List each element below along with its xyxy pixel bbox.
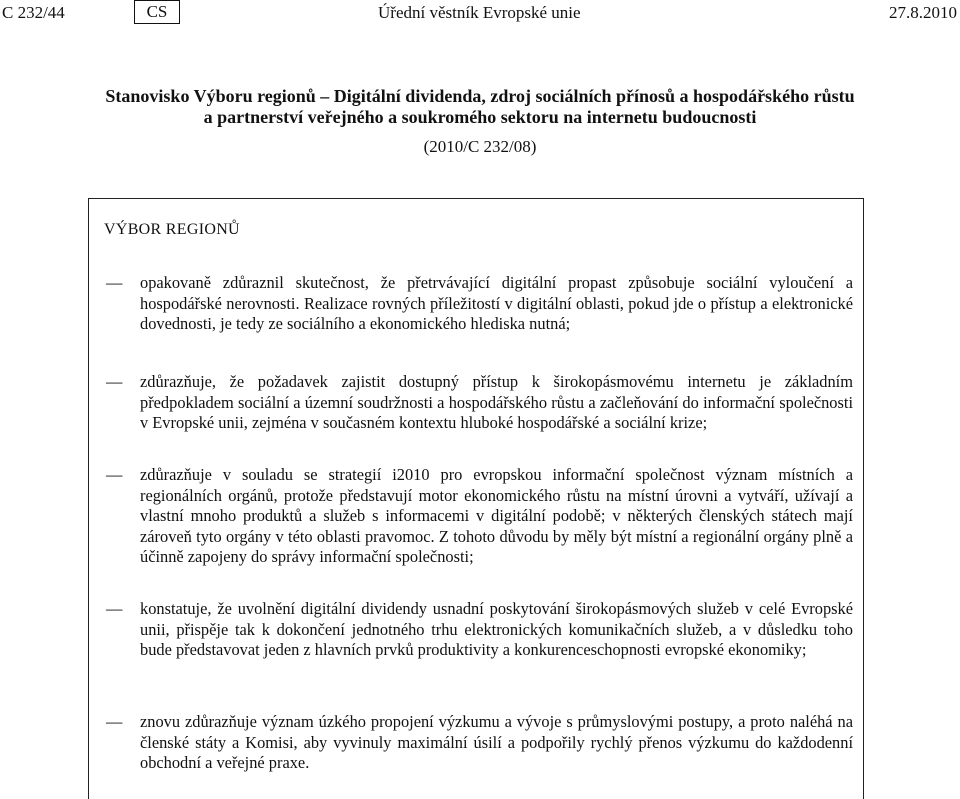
list-dash: — [106,465,123,484]
list-item [106,273,853,335]
list-item [106,372,853,434]
list-item-text: znovu zdůrazňuje význam úzkého propojení výzkumu a vývoje s průmyslovými postupy, a proto naléhá na členské státy a Komisi, aby vyvinuly maximální úsilí a podpořily rychlý přenos výzkumu do každodenní obchodní a veřejné praxe. [140,712,853,773]
list-dash: — [106,712,123,731]
list-item [106,599,853,661]
list-item [106,712,853,774]
list-dash: — [106,372,123,391]
list-item-text: zdůrazňuje v souladu se strategií i2010 pro evropskou informační společnost význam místních a regionálních orgánů, protože představují motor ekonomického růstu na místní úrovni a vytváří, užívají a vlastní mnoho produktů a služeb s informacemi v digitální podobě; v některých členských státech mají zároveň tyto orgány v této oblasti pravomoc. Z tohoto důvodu by měly být místní a regionální orgány plně a účinně zapojeny do správy informační společnosti; [140,465,853,567]
list-dash: — [106,599,123,618]
document-title-line-2: a partnerství veřejného a soukromého sektoru na internetu budoucnosti [203,107,757,127]
list-item-text: opakovaně zdůraznil skutečnost, že přetrvávající digitální propast způsobuje sociální vyloučení a hospodářské nerovnosti. Realizace rovných příležitostí v digitální oblasti, pokud jde o přístup a elektronické dovednosti, je tedy ze sociálního a ekonomického hlediska nutná; [140,273,853,334]
page-header [0,0,960,30]
committee-heading: VÝBOR REGIONŮ [104,221,240,238]
list-item-text: zdůrazňuje, že požadavek zajistit dostupný přístup k širokopásmovému internetu je základním předpokladem sociální a územní soudržnosti a hospodářského růstu a začleňování do informační společnosti v Evropské unii, zejména v současném kontextu hluboké hospodářské a sociální krize; [140,372,853,433]
list-item [106,465,853,568]
language-code-box: CS [134,0,180,24]
page-reference: C 232/44 [2,3,65,22]
publication-date: 27.8.2010 [889,3,957,22]
document-title [0,86,960,128]
list-dash: — [106,273,123,292]
list-item-text: konstatuje, že uvolnění digitální dividendy usnadní poskytování širokopásmových služeb v celé Evropské unii, přispěje tak k dokončení jednotného trhu elektronických komunikačních služeb, a v důsledku toho bude představovat jeden z hlavních prvků produktivity a konkurenceschopnosti evropské ekonomiky; [140,599,853,660]
journal-title: Úřední věstník Evropské unie [378,3,581,22]
document-reference: (2010/C 232/08) [423,137,537,156]
document-title-line-1: Stanovisko Výboru regionů – Digitální dividenda, zdroj sociálních přínosů a hospodářského růstu [105,86,855,106]
